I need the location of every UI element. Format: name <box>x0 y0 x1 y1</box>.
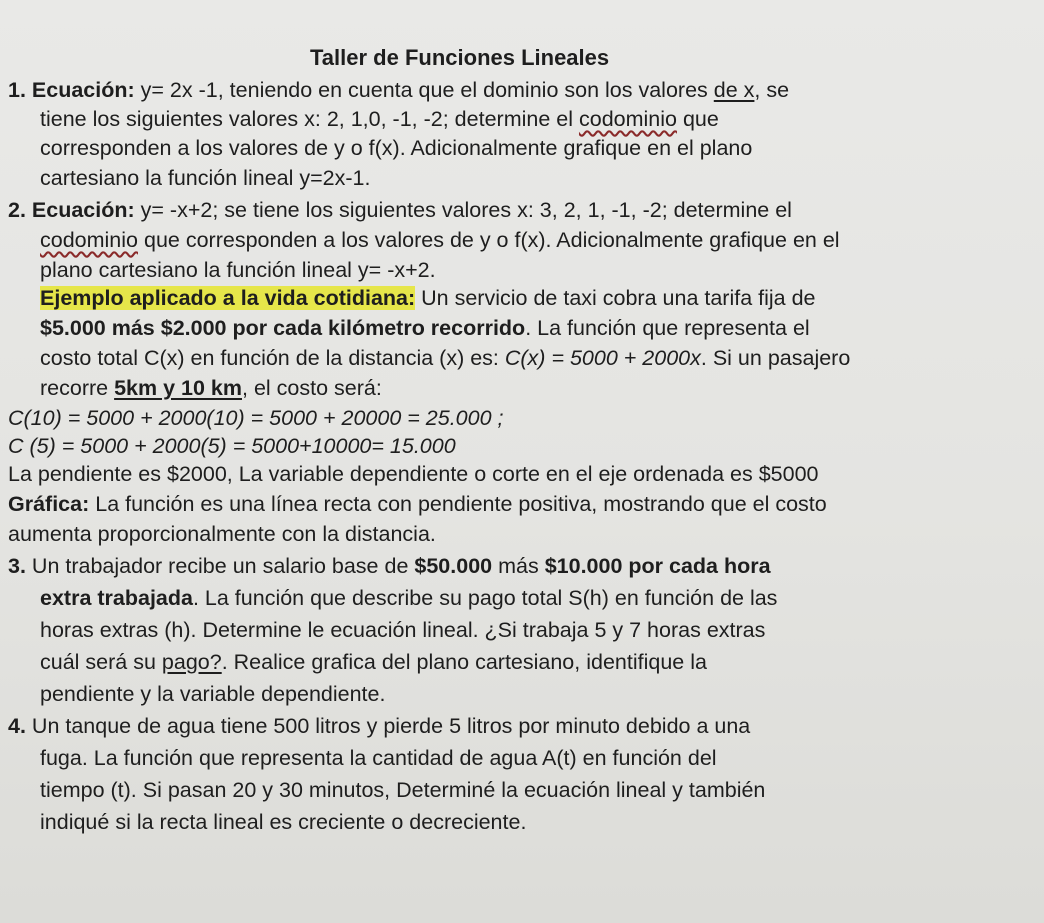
question-1-number: 1. <box>8 78 26 102</box>
question-3-line-1: 3. Un trabajador recibe un salario base de $50.000 más $10.000 por cada hora <box>8 554 771 578</box>
question-3-number: 3. <box>8 554 26 578</box>
question-3-line-3: horas extras (h). Determine le ecuación lineal. ¿Si trabaja 5 y 7 horas extras <box>40 618 766 642</box>
question-1-line-3: corresponden a los valores de y o f(x). Adicionalmente grafique en el plano <box>40 136 753 160</box>
example-calc-2: C (5) = 5000 + 2000(5) = 5000+10000= 15.000 <box>8 434 456 458</box>
example-line-1: Ejemplo aplicado a la vida cotidiana: Un servicio de taxi cobra una tarifa fija de <box>40 286 816 310</box>
example-line-4: recorre 5km y 10 km, el costo será: <box>40 376 382 400</box>
example-formula: C(x) = 5000 + 2000x <box>504 346 701 370</box>
example-graph-line-1: Gráfica: La función es una línea recta con pendiente positiva, mostrando que el costo <box>8 492 827 516</box>
question-2-line-2: codominio que corresponden a los valores de y o f(x). Adicionalmente grafique en el <box>40 228 840 252</box>
question-4-line-4: indiqué si la recta lineal es creciente o decreciente. <box>40 810 527 834</box>
question-3-line-5: pendiente y la variable dependiente. <box>40 682 386 706</box>
question-2-label: Ecuación: <box>31 198 135 222</box>
question-2-number: 2. <box>8 198 26 222</box>
question-1-label: Ecuación: <box>31 78 135 102</box>
example-line-2: $5.000 más $2.000 por cada kilómetro recorrido. La función que representa el <box>40 316 810 340</box>
question-3-line-4: cuál será su pago?. Realice grafica del plano cartesiano, identifique la <box>40 650 707 674</box>
question-3-line-2: extra trabajada. La función que describe su pago total S(h) en función de las <box>40 586 778 610</box>
example-highlight: Ejemplo aplicado a la vida cotidiana: <box>40 286 416 310</box>
question-4-line-3: tiempo (t). Si pasan 20 y 30 minutos, Determiné la ecuación lineal y también <box>40 778 766 802</box>
question-1-line-1: 1. Ecuación: y= 2x -1, teniendo en cuenta que el dominio son los valores de x, se <box>8 78 790 102</box>
question-1-line-2: tiene los siguientes valores x: 2, 1,0, -1, -2; determine el codominio que <box>40 107 719 131</box>
example-line-3: costo total C(x) en función de la distancia (x) es: C(x) = 5000 + 2000x. Si un pasajero <box>40 346 851 370</box>
example-graph-label: Gráfica: <box>8 492 90 516</box>
example-calc-1: C(10) = 5000 + 2000(10) = 5000 + 20000 = 25.000 ; <box>8 406 504 430</box>
example-graph-line-2: aumenta proporcionalmente con la distancia. <box>8 522 436 546</box>
question-4-line-2: fuga. La función que representa la cantidad de agua A(t) en función del <box>40 746 717 770</box>
question-4-line-1: 4. Un tanque de agua tiene 500 litros y pierde 5 litros por minuto debido a una <box>8 714 751 738</box>
question-2-line-3: plano cartesiano la función lineal y= -x+2. <box>40 258 436 282</box>
question-4-number: 4. <box>8 714 26 738</box>
question-2-line-1: 2. Ecuación: y= -x+2; se tiene los siguientes valores x: 3, 2, 1, -1, -2; determine el <box>8 198 792 222</box>
question-1-line-4: cartesiano la función lineal y=2x-1. <box>40 166 371 190</box>
page-title: Taller de Funciones Lineales <box>310 45 610 70</box>
example-slope: La pendiente es $2000, La variable dependiente o corte en el eje ordenada es $5000 <box>8 462 819 486</box>
